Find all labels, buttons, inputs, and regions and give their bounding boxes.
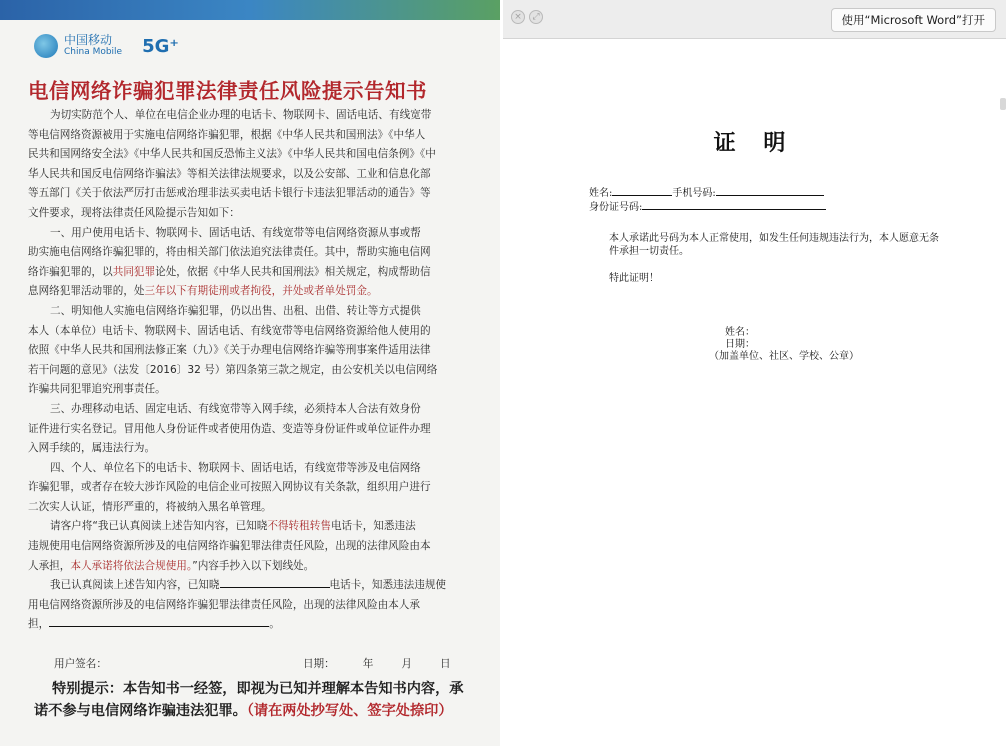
notice-line: 违规使用电信网络资源所涉及的电信网络诈骗犯罪法律责任风险，出现的法律风险由本 — [28, 540, 431, 553]
notice-title: 电信网络诈骗犯罪法律责任风险提示告知书 — [28, 79, 427, 103]
highlight-red: 本人承诺将依法合规使用。 — [70, 559, 193, 572]
user-sign-label: 用户签名： — [54, 658, 107, 670]
certificate-body — [589, 186, 989, 285]
special-line: 特别提示：本告知书一经签，即视为已知并理解本告知书内容，承 — [52, 681, 464, 697]
notice-line: 用电信网络资源所涉及的电信网络诈骗犯罪法律责任风险，出现的法律风险由本人承 — [28, 598, 420, 611]
notice-line: 我已认真阅读上述告知内容，已知晓 电话卡，知悉违法违规使 — [50, 579, 447, 592]
fullscreen-icon[interactable]: ⤢ — [529, 10, 543, 24]
notice-line: 息网络犯罪活动罪的，处三年以下有期徒刑或者拘役，并处或者单处罚金。 — [28, 285, 378, 298]
china-mobile-icon — [34, 34, 58, 58]
notice-line: 诈骗共同犯罪追究刑事责任。 — [28, 383, 166, 396]
notice-line: 华人民共和国反电信网络诈骗法》等相关法律法规要求，以及公安部、工业和信息化部 — [28, 167, 431, 180]
notice-line: 若干问题的意见》（法发〔2016〕32 号）第四条第三款之规定，由公安机关以电信网络 — [28, 363, 438, 376]
promise-text: 本人承诺此号码为本人正常使用，如发生任何违规违法行为，本人愿意无条件承担一切责任。 — [609, 233, 939, 257]
china-mobile-logo — [34, 34, 179, 58]
notice-line: 入网手续的，属违法行为。 — [28, 442, 156, 455]
sign-name: 姓名： — [725, 327, 755, 338]
sign-stamp: （加盖单位、社区、学校、公章） — [709, 351, 859, 362]
sign-date: 日期： — [725, 339, 755, 350]
highlight-red: 不得转租转售 — [267, 520, 331, 533]
notice-line: 本人（本单位）电话卡、物联网卡、固话电话、有线宽带等电信网络资源给他人使用的 — [28, 324, 431, 337]
logo-en: China Mobile — [64, 47, 123, 57]
year-label: 年 — [362, 658, 374, 670]
date-label: 日期： — [302, 658, 335, 670]
scroll-indicator[interactable] — [1000, 98, 1006, 110]
notice-photo — [0, 0, 500, 746]
notice-line: 证件进行实名登记。冒用他人身份证件或者使用伪造、变造等身份证件或单位证件办理 — [28, 422, 431, 435]
preview-window — [503, 0, 1006, 746]
brand-band — [0, 0, 500, 20]
certificate-title: 证 明 — [713, 130, 796, 156]
notice-line: 诈骗犯罪，或者存在较大涉诈风险的电信企业可按照入网协议有关条款，组织用户进行 — [28, 481, 431, 494]
notice-line: 依照《中华人民共和国刑法修正案（九）》《关于办理电信网络诈骗等刑事案件适用法律 — [28, 344, 431, 357]
notice-line: 等电信网络资源被用于实施电信网络诈骗犯罪，根据《中华人民共和国刑法》《中华人 — [28, 128, 426, 141]
handwrite-blank — [220, 578, 330, 588]
phone-label: 手机号码: — [672, 188, 716, 199]
name-phone-row — [589, 186, 989, 200]
notice-body — [28, 106, 500, 635]
highlight-red: 共同犯罪 — [112, 265, 156, 278]
notice-line: 民共和国网络安全法》《中华人民共和国反恐怖主义法》《中华人民共和国电信条例》《中 — [28, 148, 436, 161]
day-label: 日 — [439, 658, 451, 670]
month-label: 月 — [401, 658, 412, 670]
notice-line: 人承担，本人承诺将依法合规使用。”内容手抄入以下划线处。 — [28, 559, 315, 572]
special-line: 诺不参与电信网络诈骗违法犯罪。（请在两处抄写处、签字处捺印） — [34, 703, 453, 719]
certificate-signature — [503, 327, 1006, 363]
id-row — [589, 200, 989, 214]
name-label: 姓名: — [589, 188, 613, 199]
logo-5g-badge: 5G⁺ — [142, 35, 179, 57]
notice-line: 为切实防范个人、单位在电信企业办理的电话卡、物联网卡、固话电话、有线宽带 — [50, 109, 432, 121]
id-blank — [642, 200, 826, 210]
notice-line: 文件要求，现将法律责任风险提示告知如下： — [28, 206, 240, 219]
signature-row — [54, 656, 494, 671]
open-in-word-button[interactable]: 使用“Microsoft Word”打开 — [831, 8, 996, 32]
notice-line: 四、个人、单位名下的电话卡、物联网卡、固话电话，有线宽带等涉及电信网络 — [50, 461, 421, 474]
hereby-text: 特此证明！ — [609, 273, 659, 284]
notice-line: 请客户将“我已认真阅读上述告知内容，已知晓不得转租转售电话卡，知悉违法 — [50, 520, 416, 533]
phone-blank — [716, 186, 824, 196]
id-label: 身份证号码: — [589, 202, 643, 213]
notice-line: 络诈骗犯罪的，以共同犯罪论处，依据《中华人民共和国刑法》相关规定，构成帮助信 — [28, 265, 431, 278]
handwrite-blank — [49, 617, 269, 627]
highlight-red: 三年以下有期徒刑或者拘役，并处或者单处罚金。 — [144, 285, 378, 298]
notice-line: 二、明知他人实施电信网络诈骗犯罪，仍以出售、出租、出借、转让等方式提供 — [50, 304, 421, 317]
preview-toolbar — [503, 0, 1006, 39]
notice-line: 助实施电信网络诈骗犯罪的，将由相关部门依法追究法律责任。其中，帮助实施电信网 — [28, 246, 431, 259]
notice-line: 三、办理移动电话、固定电话、有线宽带等入网手续，必须持本人合法有效身份 — [50, 402, 421, 415]
name-blank — [612, 186, 672, 196]
close-icon[interactable]: × — [511, 10, 525, 24]
notice-line: 等五部门《关于依法严厉打击惩戒治理非法买卖电话卡银行卡违法犯罪活动的通告》等 — [28, 187, 431, 200]
notice-line: 担， 。 — [28, 618, 280, 631]
notice-line: 二次实人认证，情形严重的，将被纳入黑名单管理。 — [28, 500, 272, 513]
logo-cn: 中国移动 — [64, 33, 113, 47]
special-notice — [34, 678, 500, 722]
notice-line: 一、用户使用电话卡、物联网卡、固话电话、有线宽带等电信网络资源从事或帮 — [50, 226, 421, 239]
